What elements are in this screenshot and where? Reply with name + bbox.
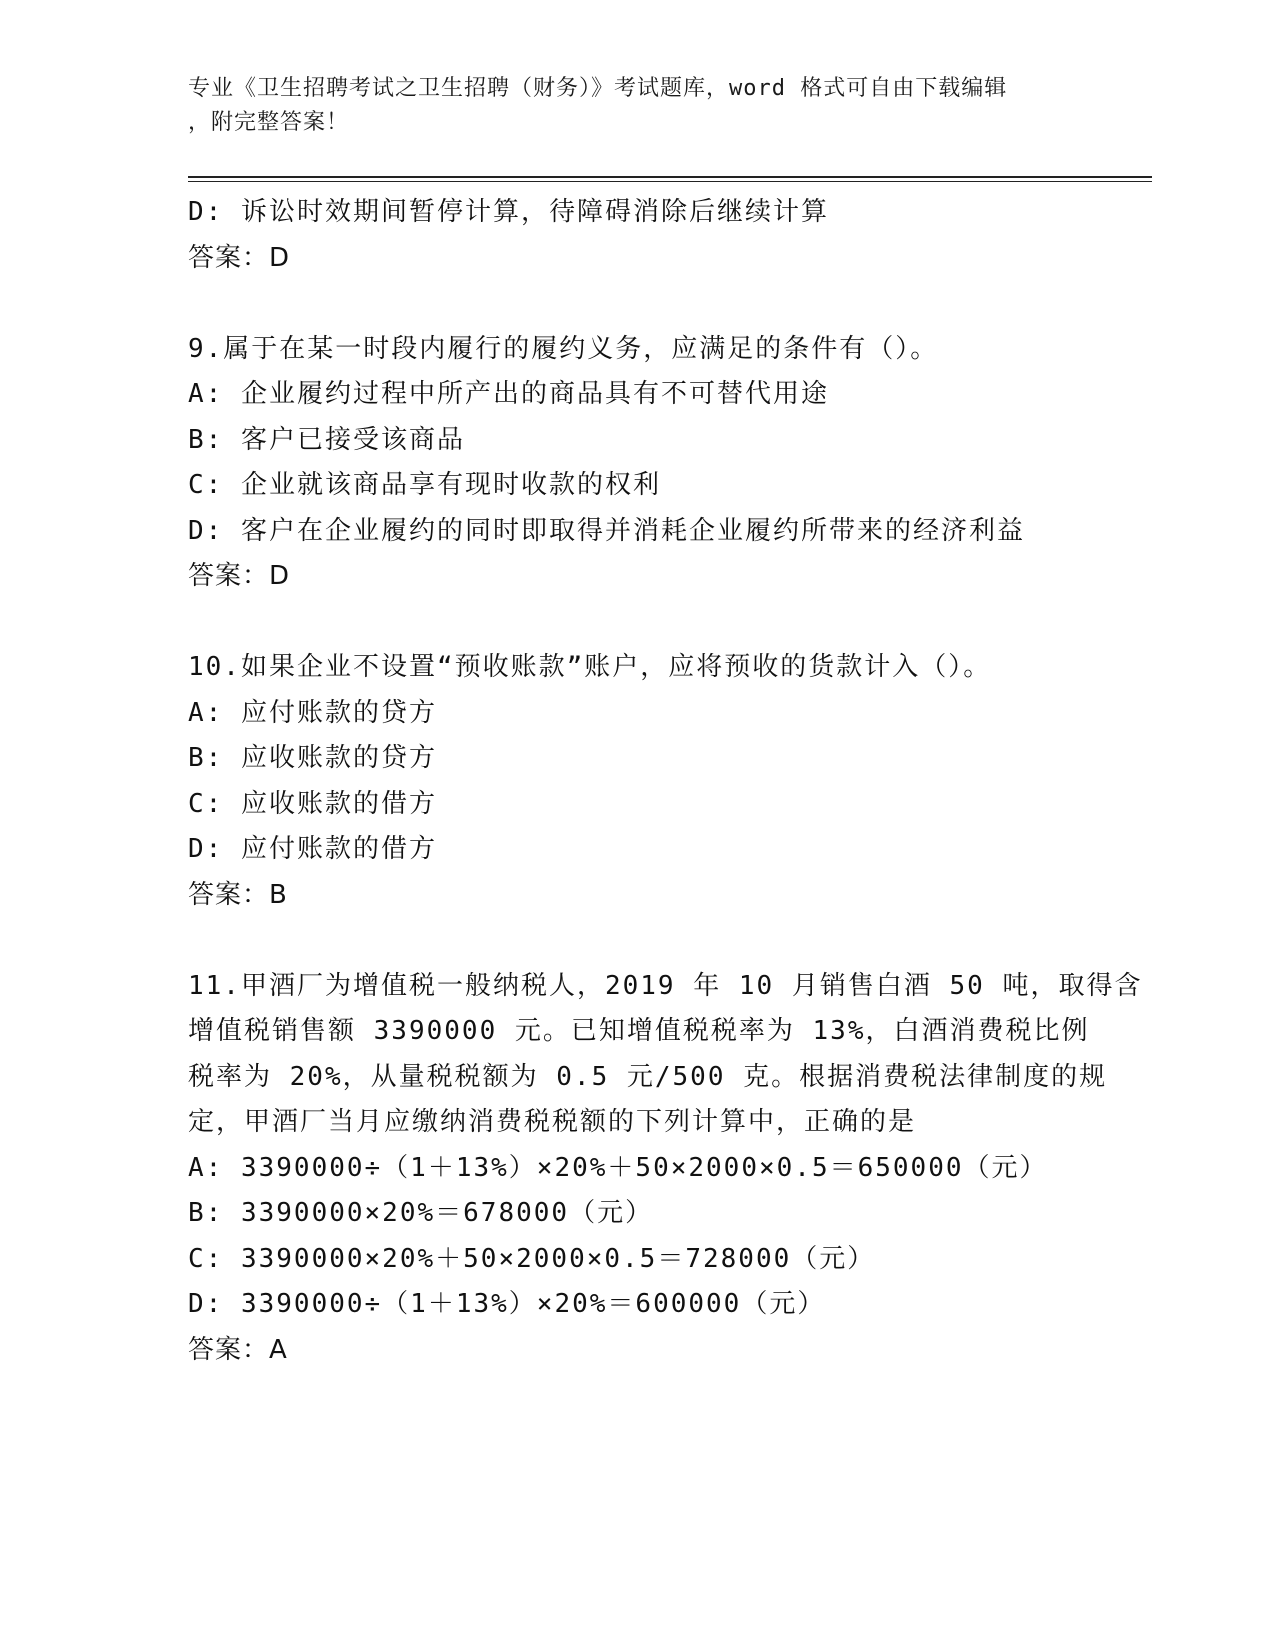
answer-line: 答案：D	[188, 561, 291, 591]
option-b: B: 3390000×20%＝678000（元）	[188, 1198, 654, 1228]
option-c: C: 3390000×20%＋50×2000×0.5＝728000（元）	[188, 1243, 876, 1274]
question-10	[188, 645, 1088, 918]
question-stem-line-3: 税率为 20%，从量税税额为 0.5 元/500 克。根据消费税法律制度的规	[188, 1061, 1108, 1092]
answer-line: 答案：B	[188, 879, 288, 910]
header-divider	[188, 176, 1152, 182]
document-header	[188, 72, 1088, 140]
spacer	[188, 918, 1088, 964]
option-c: C: 应收账款的借方	[188, 788, 437, 819]
question-11	[188, 964, 1143, 1374]
option-d: D: 诉讼时效期间暂停计算，待障碍消除后继续计算	[188, 197, 829, 227]
option-d: D: 客户在企业履约的同时即取得并消耗企业履约所带来的经济利益	[188, 515, 1025, 546]
document-body	[188, 190, 1143, 1373]
option-a: A: 3390000÷（1＋13%）×20%＋50×2000×0.5＝650000（元）	[188, 1152, 1048, 1183]
option-c: C: 企业就该商品享有现时收款的权利	[188, 470, 661, 500]
answer-line: 答案：A	[188, 1334, 288, 1365]
question-stem: 9.属于在某一时段内履行的履约义务，应满足的条件有（）。	[188, 333, 939, 364]
question-stem: 10.如果企业不设置“预收账款”账户，应将预收的货款计入（）。	[188, 652, 992, 682]
option-a: A: 应付账款的贷方	[188, 697, 437, 728]
question-stem-line-1: 11.甲酒厂为增值税一般纳税人，2019 年 10 月销售白酒 50 吨，取得含	[188, 970, 1143, 1001]
header-line-2: ，附完整答案！	[188, 110, 350, 135]
option-d: D: 应付账款的借方	[188, 834, 437, 864]
option-b: B: 客户已接受该商品	[188, 424, 465, 455]
spacer	[188, 281, 1088, 327]
question-9	[188, 327, 1088, 600]
option-d: D: 3390000÷（1＋13%）×20%＝600000（元）	[188, 1289, 826, 1319]
question-stem-line-4: 定，甲酒厂当月应缴纳消费税税额的下列计算中，正确的是	[188, 1107, 917, 1137]
header-line-1: 专业《卫生招聘考试之卫生招聘（财务）》考试题库，word 格式可自由下载编辑	[188, 76, 1008, 101]
option-b: B: 应收账款的贷方	[188, 743, 437, 773]
question-8-tail	[188, 190, 1088, 281]
spacer	[188, 600, 1088, 646]
question-stem-line-2: 增值税销售额 3390000 元。已知增值税税率为 13%，白酒消费税比例	[188, 1016, 1090, 1046]
option-a: A: 企业履约过程中所产出的商品具有不可替代用途	[188, 379, 829, 409]
answer-line: 答案：D	[188, 242, 291, 273]
